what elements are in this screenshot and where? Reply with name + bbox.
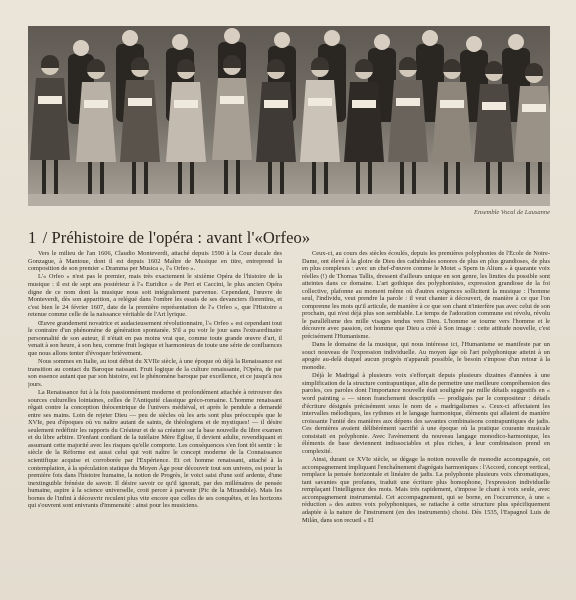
paragraph: Dans le domaine de la musique, qui nous intéresse ici, l'Humanisme se manifeste par un souci nouveau de l'expression individuelle. Au moyen âge où l'art polyphonique atteint à un apogée au-delà duquel aucun progrès n'apparaît possible, le besoin s'impose d'un retour à la monodie. bbox=[302, 341, 550, 371]
photo-caption: Ensemble Vocal de Lausanne bbox=[473, 209, 550, 216]
section-title: / Préhistoire de l'opéra : avant l'«Orfeo» bbox=[42, 228, 311, 247]
paragraph: Ceux-ci, au cours des siècles écoulés, depuis les premières polyphonies de l'École de Notre-Dame, ont élevé à la gloire de Dieu des cathédrales sonores de plus en plus grandioses, de plus en plus complexes : avec un chef-d'œuvre comme le Motet « Spem in Alium » à quarante voix réelles (!) de Thomas Tallis, dressent d'ailleurs unique en son genre, les limites du possible sont atteintes dans ce domaine. L'art gothique des polyphonistes, expression grandiose de la foi collective, plafonne au moment même où d'autres exigences sollicitent la musique : l'homme seul, l'individu, veut prendre la parole : il veut chanter à découvert, de manière à ce que l'on comprenne les mots qu'il articule, de manière à ce que son chant n'interfère pas avec celui de son prochain, qui n'est déjà plus son semblable. Le temps de l'adoration commune est révolu, révolu le parallélisme des mille visages tendus vers Dieu. L'homme se tourne vers l'homme et le découvre avec passion, cet homme que Dieu a créé à Son image : cette attitude nouvelle, c'est précisément l'Humanisme. bbox=[302, 250, 550, 341]
paragraph: Ainsi, durant ce XVIe siècle, se dégage la notion nouvelle de monodie accompagnée, cet accompagnement impliquant l'enchaînement d'agrégats harmoniques : l'Accord, concept vertical, remplace la pensée horizontale et linéaire de jadis. La polyphonie plusieurs voix chromatiques, tant savantes que profanes, traduit une écriture plus homophone, l'expression individuelle remplaçant l'intelligence des mots. Mais très rapidement, s'impose le chant à voix seule, avec accompagnement instrumental. Cet accompagnement, qui se borne, en l'occurrence, à une « réduction » des autres voix polyphoniques, se rattache à cette structure plus spécifiquement adaptée à la nature de l'instrument (en des instruments) choisi. Dès 1535, l'Espagnol Luis de Milán, dans son recueil « El bbox=[302, 456, 550, 524]
paragraph: La Renaissance fut à la fois passionnément moderne et profondément attachée à retrouver des sources culturelles lointaines, celles de l'Antiquité classique gréco-romaine. L'homme renaissant rêgait contre la conception théocentrique de l'univers médiéval, et après le pendule a demandé entre ses mains. Loin de rejeter Dieu — peu de siècles où les arts sont plus préoccupés que le XVIe, peu d'époques où vu naître autant de saints, de théologiens et de mystiques! — il désire seulement redéfinir les rapports du Créateur et de sa créature sur la base nouvelle du libre examen et du libre arbitre. D'enfant confiant de la tutélaire Mère Église, il devient adulte, revendiquant et assumant cette majorité avec les risques qu'elle comporte. Les conséquences s'en font tôt sentir : le siècle de la Réforme est aussi celui qui voit naître le concept moderne de la Connaissance scientifique acquise et corroborée par l'Expérience. Et cet homme renaissant, attaché à la contemplation, à la spéculation statique du Moyen Âge pour découvrir tout son univers, est pour la première fois dans l'histoire humaine, la notion de Progrès, le voici saisi d'une soif ardente, d'une inextinguible frénésie de savoir. Il désire savoir ce qu'il ignorait, par des millénaires de pensée humaine, aspire à la science universelle, croit percer à parvenir (Pic de la Mirandole). Mais les bornes de l'infini à découvrir reculent plus vite encore que celles de ses conquêtes, et les horizons qui s'ouvrent sont enivrants d'immensité : ainsi pour les musiciens. bbox=[28, 389, 282, 510]
section-number: 1 bbox=[28, 228, 37, 247]
choir-photo-illustration bbox=[28, 26, 550, 206]
left-column bbox=[28, 250, 282, 598]
paragraph: Œuvre grandement novatrice et audacieusement révolutionnaire, l'« Orfeo » est cependant tout le contraire d'un phénomène de génération spontanée. S'il a pu voir le jour sans l'extraordinaire personnalité de son auteur, il n'était en pas moins vrai que, comme toute grande œuvre d'art, il venait à son heure, à son heu, comme fruit logique et harmonieux de toute une série de confluences que nous allons tenter d'évoquer brièvement. bbox=[28, 319, 282, 357]
paragraph: Déjà le Madrigal à plusieurs voix s'efforçait depuis plusieurs dizaines d'années à une simplification de la structure contrapuntique, afin de permettre une meilleure compréhension des paroles, ces paroles dont l'importance nouvelle était soulignée par mille détails suggestifs en « word painting » — sinon franchement descriptifs — prodigués par le compositeur : détails d'écriture désignés précisément sous le nom de « madrigalismes ». Ceux-ci affectaient les intervalles mélodiques, les rythmes et le langage harmonique, éléments qui allaient de manière croissante l'unité des manières aux dépens des savantes combinaisons contrapuntiques de jadis. Ces dernières avaient délibérément sacrifié à une époque où la pratique courante musicale consistait en polyphonie. Avec l'avènement du nouveau langage monodico-harmonique, les éléments de base deviennent indissociables et plus riches, à leur combinaison prend en complexité. bbox=[302, 372, 550, 455]
paragraph: Vers le milieu de l'an 1606, Claudio Monteverdi, attaché depuis 1590 à la Cour ducale des Gonzague, à Mantoue, dont il est depuis 1602 Maître de Musique en titre, entreprend la composition de son premier « Dramma per Musica », l'« Orfeo ». bbox=[28, 250, 282, 273]
section-heading bbox=[28, 228, 310, 248]
choir-photo bbox=[28, 26, 550, 206]
paragraph: Nous sommes en Italie, au tout début du XVIIe siècle, à une époque où déjà la Renaissance est transition au contact du Baroque naissant. Fruit logique de la culture renaissante, l'Opéra, de par son essence autant que par son histoire, est le phénomène baroque par excellence, et ce jusqu'à nos jours. bbox=[28, 358, 282, 388]
paragraph: L'« Orfeo » n'est pas le premier, mais très exactement le sixième Opéra de l'histoire de la musique : il est de sept ans postérieur à l'« Euridice » de Peri et Caccini, le plus ancien Opéra digne de ce nom dont la musique nous soit intégralement parvenue. Cependant, l'œuvre de Monteverdi, dès son apparition, a relégué dans l'ombre les essais de ses devanciers florentins, et c'est bien le 24 février 1607, date de la première représentation de l'« Orfeo », que l'Histoire a retenue comme celle de la naissance véritable de l'Art lyrique. bbox=[28, 273, 282, 319]
right-column bbox=[302, 250, 550, 598]
